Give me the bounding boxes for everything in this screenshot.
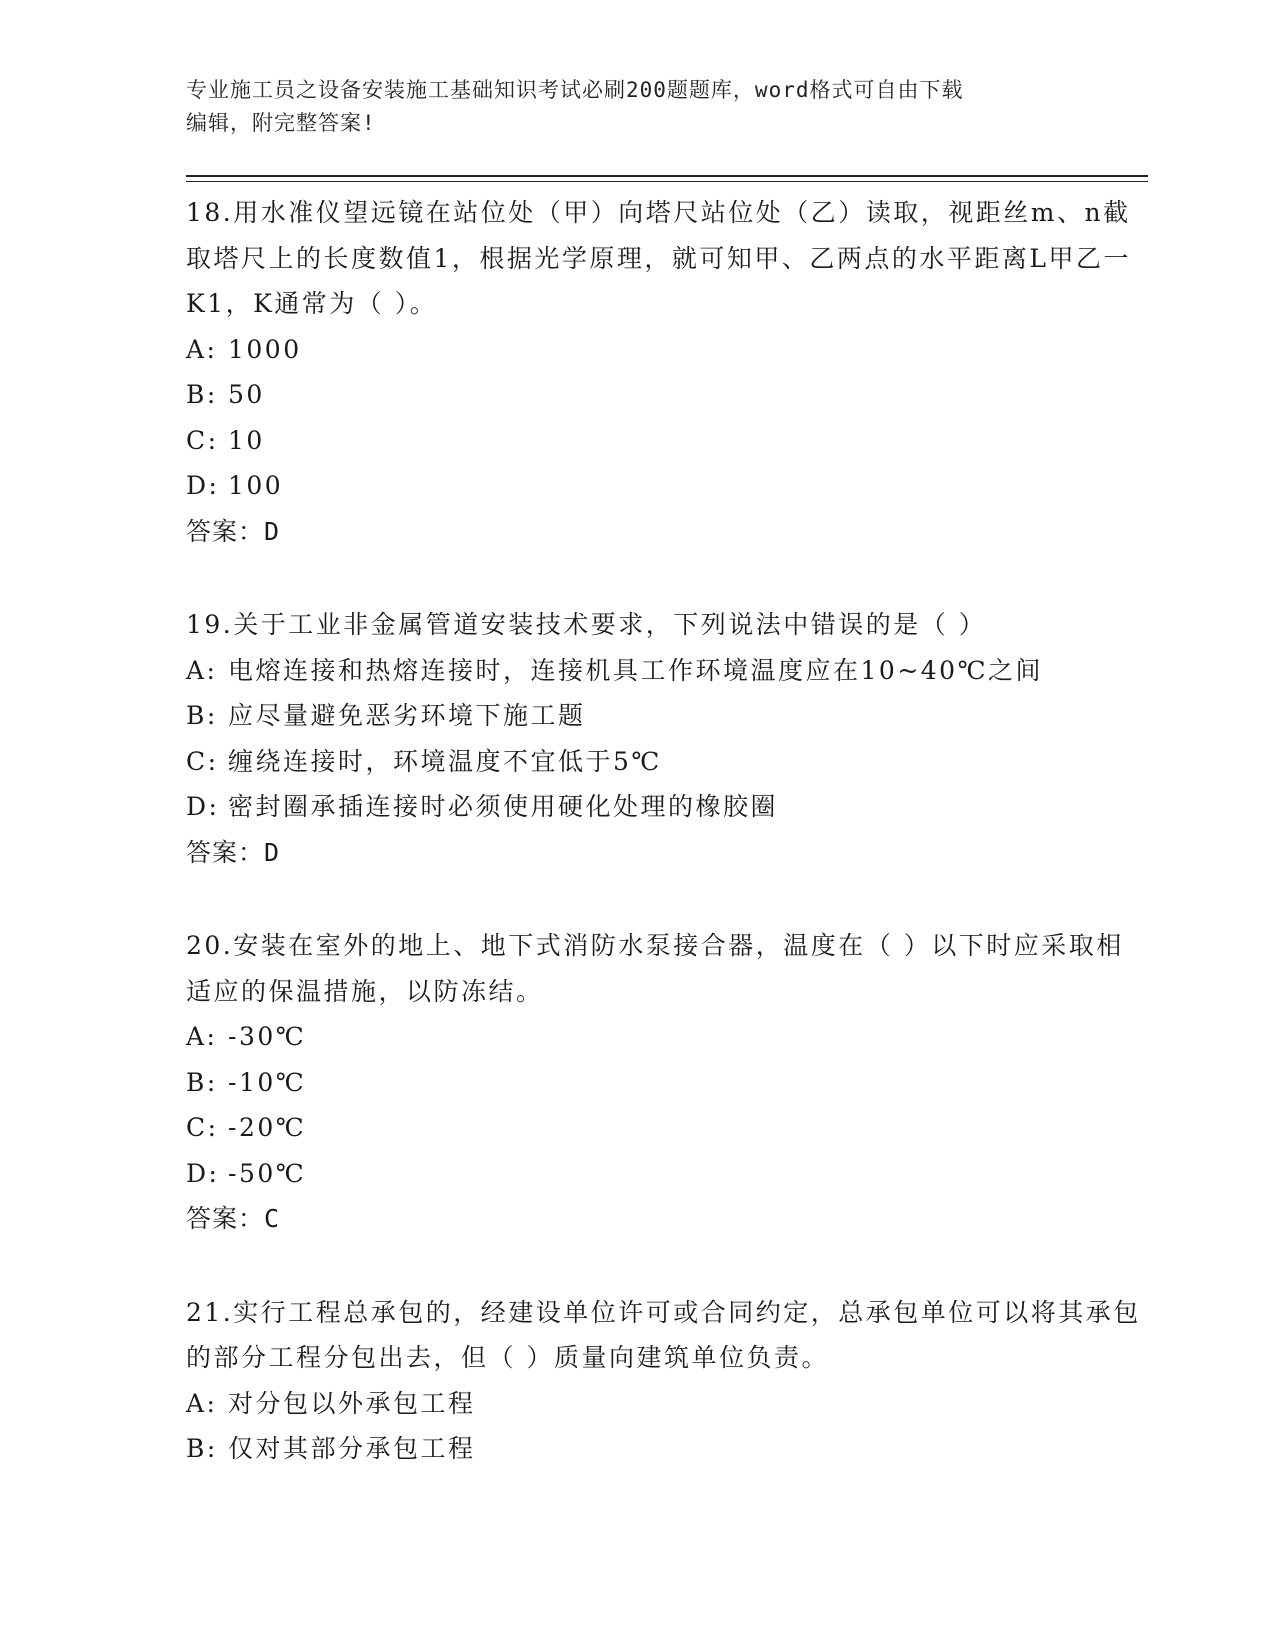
option-a (186, 327, 1146, 373)
question-20 (186, 923, 1146, 1242)
option-d (186, 784, 1146, 830)
question-stem: 18.用水准仪望远镜在站位处（甲）向塔尺站位处（乙）读取，视距丝m、n截取塔尺上的长度数值1，根据光学原理，就可知甲、乙两点的水平距离L甲乙一K1，K通常为（ ）。 (186, 198, 1132, 318)
option-key: D: (186, 792, 220, 821)
question-stem: 21.实行工程总承包的，经建设单位许可或合同约定，总承包单位可以将其承包的部分工程分包出去，但（ ）质量向建筑单位负责。 (186, 1297, 1141, 1372)
option-key: C: (186, 1113, 219, 1142)
header-divider-thick (186, 175, 1148, 177)
option-d (186, 463, 1146, 509)
option-key: A: (186, 1388, 218, 1418)
option-a (186, 1381, 1146, 1427)
header-divider-thin (186, 181, 1148, 182)
question-21 (186, 1290, 1146, 1472)
option-b (186, 1426, 1146, 1472)
option-text: 对分包以外承包工程 (228, 1388, 476, 1418)
option-key: D: (186, 1158, 220, 1188)
option-b (186, 372, 1146, 418)
option-key: A: (186, 334, 218, 364)
answer-line: 答案：D (186, 837, 281, 867)
option-text: -10℃ (228, 1067, 307, 1097)
option-key: C: (186, 425, 219, 455)
option-key: C: (186, 746, 219, 776)
option-text: -30℃ (228, 1022, 307, 1051)
option-text: 50 (228, 380, 265, 409)
option-c (186, 1105, 1146, 1151)
document-header (186, 74, 1066, 140)
option-text: 1000 (228, 334, 302, 364)
question-19 (186, 602, 1146, 875)
option-key: B: (186, 380, 218, 409)
question-stem: 19.关于工业非金属管道安装技术要求，下列说法中错误的是（ ） (186, 610, 987, 639)
option-text: 电熔连接和热熔连接时，连接机具工作环境温度应在10~40℃之间 (228, 655, 1044, 685)
option-key: A: (186, 1022, 218, 1051)
option-text: 仅对其部分承包工程 (228, 1434, 476, 1463)
option-text: 密封圈承插连接时必须使用硬化处理的橡胶圈 (228, 792, 779, 821)
option-d (186, 1151, 1146, 1197)
question-stem: 20.安装在室外的地上、地下式消防水泵接合器，温度在（ ）以下时应采取相适应的保温措施，以防冻结。 (186, 931, 1124, 1006)
option-text: 100 (228, 471, 284, 500)
option-a (186, 648, 1146, 694)
option-key: B: (186, 1434, 218, 1463)
header-title-line-2: 编辑，附完整答案! (186, 111, 376, 135)
option-b (186, 1060, 1146, 1106)
answer-line: 答案：C (186, 1204, 281, 1233)
option-key: B: (186, 701, 218, 730)
option-key: B: (186, 1067, 218, 1097)
option-text: -20℃ (228, 1113, 307, 1142)
option-b (186, 693, 1146, 739)
header-title-line-1: 专业施工员之设备安装施工基础知识考试必刷200题题库，word格式可自由下载 (186, 78, 964, 102)
question-list (186, 190, 1146, 1520)
option-key: D: (186, 471, 220, 500)
option-text: 10 (228, 425, 265, 455)
option-key: A: (186, 655, 218, 685)
question-18 (186, 190, 1146, 554)
option-a (186, 1014, 1146, 1060)
option-text: 缠绕连接时，环境温度不宜低于5℃ (228, 746, 662, 776)
option-text: -50℃ (228, 1158, 307, 1188)
option-c (186, 418, 1146, 464)
option-text: 应尽量避免恶劣环境下施工题 (228, 701, 586, 730)
answer-line: 答案：D (186, 516, 281, 546)
option-c (186, 739, 1146, 785)
